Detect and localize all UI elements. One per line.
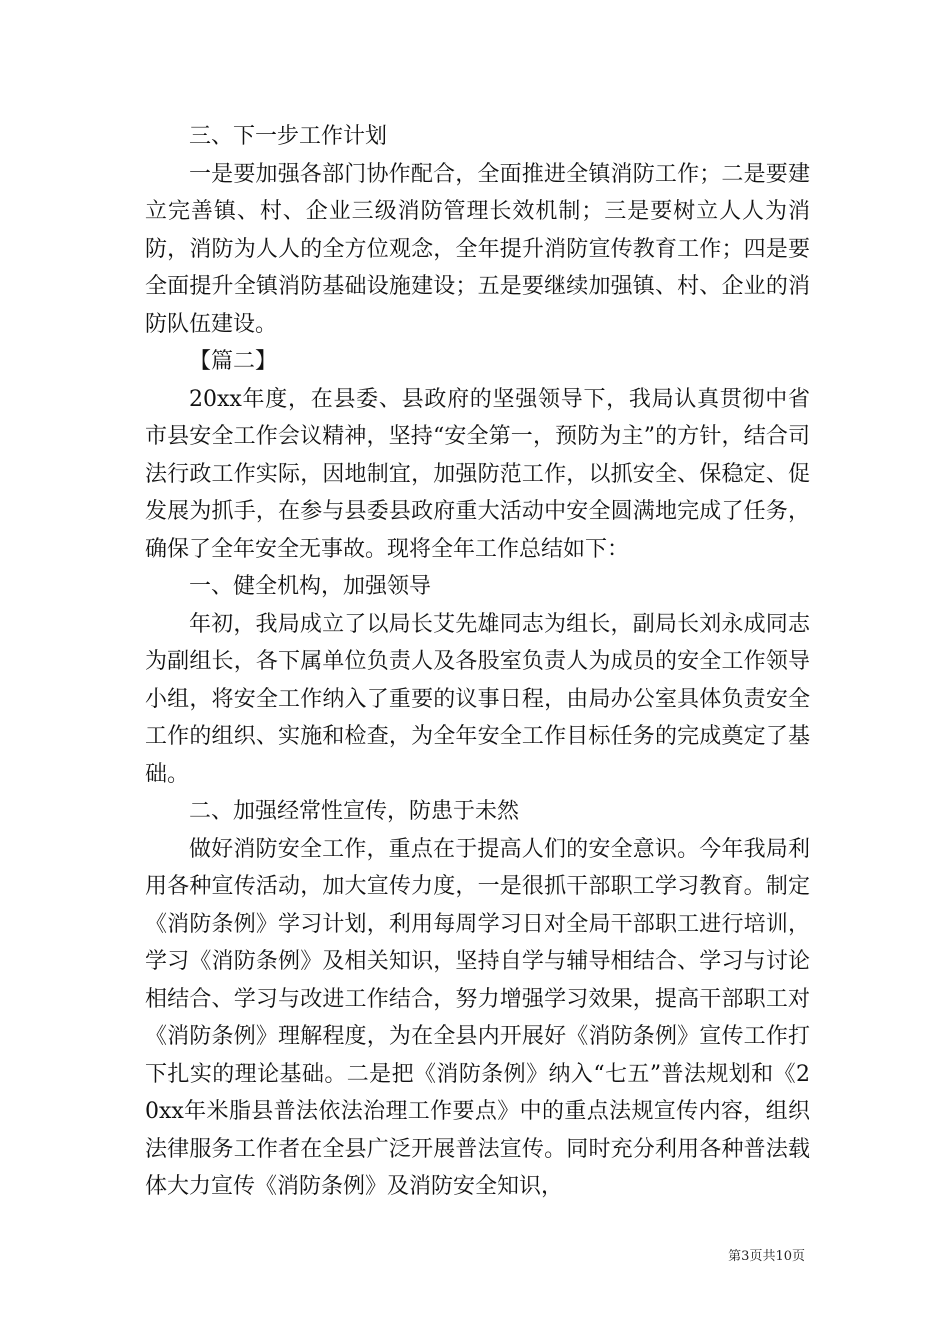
document-body	[145, 118, 810, 1206]
heading-organization: 一、健全机构，加强领导	[189, 574, 432, 599]
page-number: 第3页共10页	[728, 1249, 805, 1264]
heading-next-step-plan: 三、下一步工作计划	[189, 124, 388, 149]
paragraph-publicity: 做好消防安全工作，重点在于提高人们的安全意识。今年我局利用各种宣传活动，加大宣传力度，一是很抓干部职工学习教育。制定《消防条例》学习计划，利用每周学习日对全局干部职工进行培训，学习《消防条例》及相关知识，坚持自学与辅导相结合、学习与讨论相结合、学习与改进工作结合，努力增强学习效果，提高干部职工对《消防条例》理解程度，为在全县内开展好《消防条例》宣传工作打下扎实的理论基础。二是把《消防条例》纳入“七五”普法规划和《20xx年米脂县普法依法治理工作要点》中的重点法规宣传内容，组织法律服务工作者在全县广泛开展普法宣传。同时充分利用各种普法载体大力宣传《消防条例》及消防安全知识，	[145, 836, 810, 1199]
section-title: 【篇二】	[189, 349, 278, 374]
paragraph-organization: 年初，我局成立了以局长艾先雄同志为组长，副局长刘永成同志为副组长，各下属单位负责人及各股室负责人为成员的安全工作领导小组，将安全工作纳入了重要的议事日程，由局办公室具体负责安全工作的组织、实施和检查，为全年安全工作目标任务的完成奠定了基础。	[145, 611, 810, 787]
heading-publicity: 二、加强经常性宣传，防患于未然	[189, 799, 520, 824]
paragraph-intro: 20xx年度，在县委、县政府的坚强领导下，我局认真贯彻中省市县安全工作会议精神，坚持“安全第一，预防为主”的方针，结合司法行政工作实际，因地制宜，加强防范工作，以抓安全、保稳定、促发展为抓手，在参与县委县政府重大活动中安全圆满地完成了任务，确保了全年安全无事故。现将全年工作总结如下：	[145, 386, 810, 562]
paragraph-plan: 一是要加强各部门协作配合，全面推进全镇消防工作；二是要建立完善镇、村、企业三级消防管理长效机制；三是要树立人人为消防，消防为人人的全方位观念，全年提升消防宣传教育工作；四是要全面提升全镇消防基础设施建设；五是要继续加强镇、村、企业的消防队伍建设。	[145, 161, 810, 337]
